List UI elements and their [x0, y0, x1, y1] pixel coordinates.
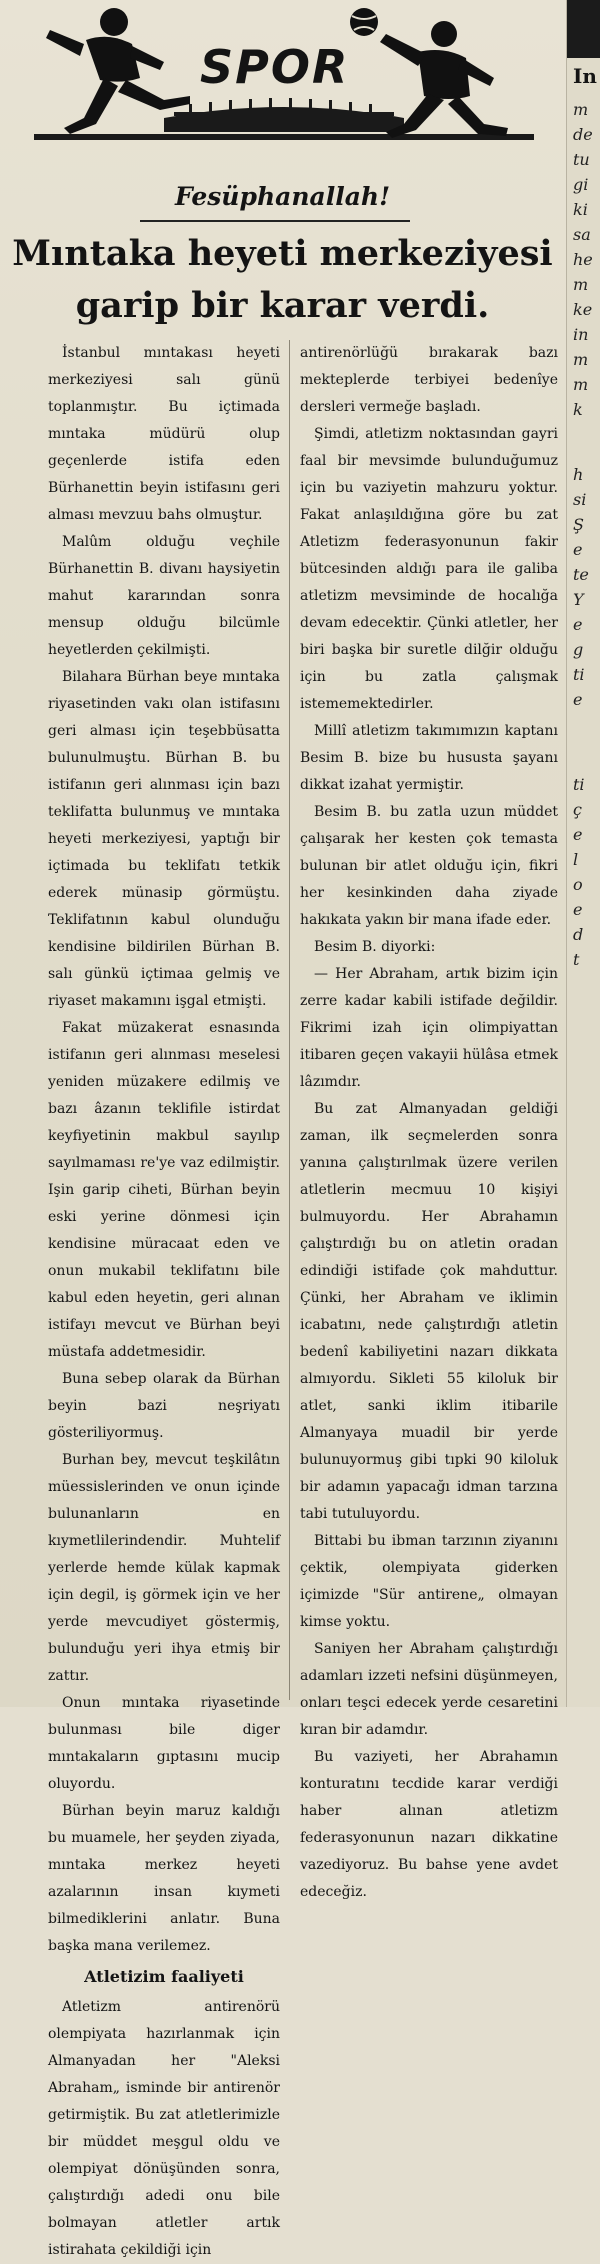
headline-line-2: garip bir karar verdi. [75, 285, 490, 326]
headline-line-1: Mıntaka heyeti merkeziyesi [12, 233, 553, 274]
neighbor-text-fragment: t [573, 950, 580, 969]
neighbor-column-fragment [566, 0, 600, 1707]
neighbor-text-fragment: he [573, 250, 593, 269]
neighbor-text-fragment: e [573, 900, 583, 919]
neighbor-text-fragment: in [573, 325, 589, 344]
neighbor-text-fragment: m [573, 375, 589, 394]
article-subhead: Atletizim faaliyeti [84, 1967, 244, 1986]
sport-section-banner [14, 0, 554, 150]
neighbor-text-fragment: ç [573, 800, 582, 819]
neighbor-text-fragment: k [573, 400, 583, 419]
neighbor-text-fragment: ki [573, 200, 588, 219]
paragraph: Besim B. diyorki: [314, 939, 436, 955]
paragraph: — Her Abraham, artık bizim için zerre kadar kabili istifade değildir. Fikrimi izah için olimpiyattan itibaren geçen vakayii hülâsa etmek lâzımdır. [300, 966, 558, 1090]
stadium-icon [164, 107, 404, 132]
kicking-player-icon [46, 8, 190, 134]
paragraph: Besim B. bu zatla uzun müddet çalışarak her kesten çok temasta bulunan bir atlet olduğu için, fikri her kesinkinden daha ziyade hakıkata yakın bir mana ifade eder. [300, 804, 558, 928]
column-divider [289, 340, 290, 1700]
neighbor-text-fragment: o [573, 875, 583, 894]
neighbor-column-initial: In [573, 64, 597, 88]
paragraph: Malûm olduğu veçhile Bürhanettin B. divanı haysiyetin mahut kararından sonra mensup olduğu bilcümle heyetlerden çekilmişti. [48, 534, 280, 658]
neighbor-text-fragment: ke [573, 300, 593, 319]
paragraph: antirenörlüğü bırakarak bazı mekteplerde terbiyei bedenîye dersleri vermeğe başladı. [300, 345, 558, 415]
paragraph: Bilahara Bürhan beye mıntaka riyasetinden vakı olan istifasını geri alması için teşebbüsatta bulunulmuştu. Bürhan B. bu istifanın geri alınması için bazı teklifatta bulunmuş ve mıntaka heyeti merkeziyesi, yaptığı bir içtimada bu teklifatı tetkik ederek münasip görmüştu. Teklifatının kabul olunduğu kendisine bildirilen Bürhan B. salı günkü içtimaa gelmiş ve riyaset makamını işgal etmişti. [48, 669, 280, 1009]
paragraph: Fakat müzakerat esnasında istifanın geri alınması meselesi yeniden müzakere edilmiş ve bazı âzanın teklifile istirdat keyfiyetinin makbul sayılıp sayılmaması re'ye vaz edilmiştir. Işin garip ciheti, Bürhan beyin eski yerine dönmesi için kendisine müracaat eden ve onun mukabil teklifatını bile kabul eden heyetin, geri alınan istifayı mevcut ve Bürhan beyi müstafa addetmesidir. [48, 1020, 280, 1360]
neighbor-text-fragment: sa [573, 225, 591, 244]
neighbor-text-fragment: tu [573, 150, 590, 169]
paragraph: Atletizm antirenörü olempiyata hazırlanmak için Almanyadan her "Aleksi Abraham„ isminde bir antirenör getirmiştik. Bu zat atletlerimizle bir müddet meşgul oldu ve olempiyat dönüşünden sonra, çalıştırdığı adedi onu bile bolmayan atletler artık istirahata çekildiği için [48, 1999, 280, 2258]
football-icon [350, 8, 378, 36]
neighbor-text-fragment: Ş [573, 515, 584, 534]
neighbor-text-fragment: de [573, 125, 593, 144]
neighbor-text-fragment: m [573, 350, 589, 369]
paragraph: İstanbul mıntakası heyeti merkeziyesi salı günü toplanmıştır. Bu içtimada mıntaka müdürü olup geçenlerde istifa eden Bürhanettin beyin istifasını geri alması mevzuu bahs olmuştur. [48, 345, 280, 523]
paragraph: Şimdi, atletizm noktasından gayri faal bir mevsimde bulunduğumuz için bu vaziyetin mahzuru yoktur. Fakat anlaşıldığına göre bu zat Atletizm federasyonunun fakir bütcesinden aldığı para ile galiba atletizm mevsiminde de hocalığa devam edecektir. Çünki atletler, her biri başka bir suretle dilğir olduğu için bu zatla çalışmak istememektedirler. [300, 426, 558, 712]
neighbor-text-fragment: e [573, 825, 583, 844]
article-column-left [48, 340, 280, 2264]
paragraph: Saniyen her Abraham çalıştırdığı adamları izzeti nefsini düşünmeyen, onları teşci edecek yerde cesaretini kıran bir adamdır. [300, 1641, 558, 1738]
paragraph: Millî atletizm takımımızın kaptanı Besim B. bize bu hususta şayanı dikkat izahat yermiştir. [300, 723, 558, 793]
paragraph: Buna sebep olarak da Bürhan beyin bazi neşriyatı gösteriliyormuş. [48, 1371, 280, 1441]
neighbor-text-fragment: si [573, 490, 587, 509]
neighbor-text-fragment: h [573, 465, 584, 484]
neighbor-text-fragment: e [573, 540, 583, 559]
neighbor-text-fragment: te [573, 565, 589, 584]
neighbor-text-fragment: gi [573, 175, 589, 194]
neighbor-text-fragment: ti [573, 665, 585, 684]
paragraph: Bittabi bu ibman tarzının ziyanını çektik, olempiyata giderken içimizde "Sür antirene„ olmayan kimse yoktu. [300, 1533, 558, 1630]
neighbor-text-fragment: m [573, 275, 589, 294]
article-column-right [300, 340, 558, 1906]
article-headline [0, 228, 565, 332]
neighbor-text-fragment: e [573, 690, 583, 709]
paragraph: Bu vaziyeti, her Abrahamın konturatını tecdide karar verdiği haber alınan atletizm federasyonunun nazarı dikkatine vazediyoruz. Bu bahse yene avdet edeceğiz. [300, 1749, 558, 1900]
paragraph: Bürhan beyin maruz kaldığı bu muamele, her şeyden ziyada, mıntaka merkez heyeti azalarının insan kıymeti bilmediklerini anlatır. Buna başka mana verilemez. [48, 1803, 280, 1954]
neighbor-text-fragment: l [573, 850, 579, 869]
paragraph: Burhan bey, mevcut teşkilâtın müessislerinden ve onun içinde bulunanların en kıymetlilerindendir. Muhtelif yerlerde hemde külak kapmak için degil, iş görmek için ve her yerde mevcudiyet göstermiş, bulunduğu yeri ihya etmiş bir zattır. [48, 1452, 280, 1684]
paragraph: Bu zat Almanyadan geldiği zaman, ilk seçmelerden sonra yanına çalıştırılmak üzere verilen atletlerin mecmuu 10 kişiyi bulmuyordu. Her Abrahamın çalıştırdığı bu on atletin oradan edindiği istifade çok mahduttur. Çünki, her Abraham ve iklimin icabatını, nede çalıştırdığı atletin bedenî kabiliyetini nazarı dikkata almıyordu. Sikleti 55 kiloluk bir atlet, sanki iklim itibarile Almanyaya muadil bir yerde bulunuyormuş gibi tıpki 90 kiloluk bir adamın yapacağı idman tarzına tabi tutuluyordu. [300, 1101, 558, 1522]
section-title: SPOR [200, 40, 350, 94]
neighbor-text-fragment: g [573, 640, 584, 659]
article-kicker: Fesüphanallah! [174, 182, 391, 211]
neighbor-text-fragment: e [573, 615, 583, 634]
kicker-underline [140, 220, 410, 222]
neighbor-text-fragment: Y [573, 590, 584, 609]
neighbor-text-fragment: m [573, 100, 589, 119]
neighbor-text-fragment: d [573, 925, 584, 944]
paragraph: Onun mıntaka riyasetinde bulunması bile diger mıntakaların gıptasını mucip oluyordu. [48, 1695, 280, 1792]
neighbor-column-header-bar [567, 0, 600, 58]
neighbor-text-fragment: ti [573, 775, 585, 794]
